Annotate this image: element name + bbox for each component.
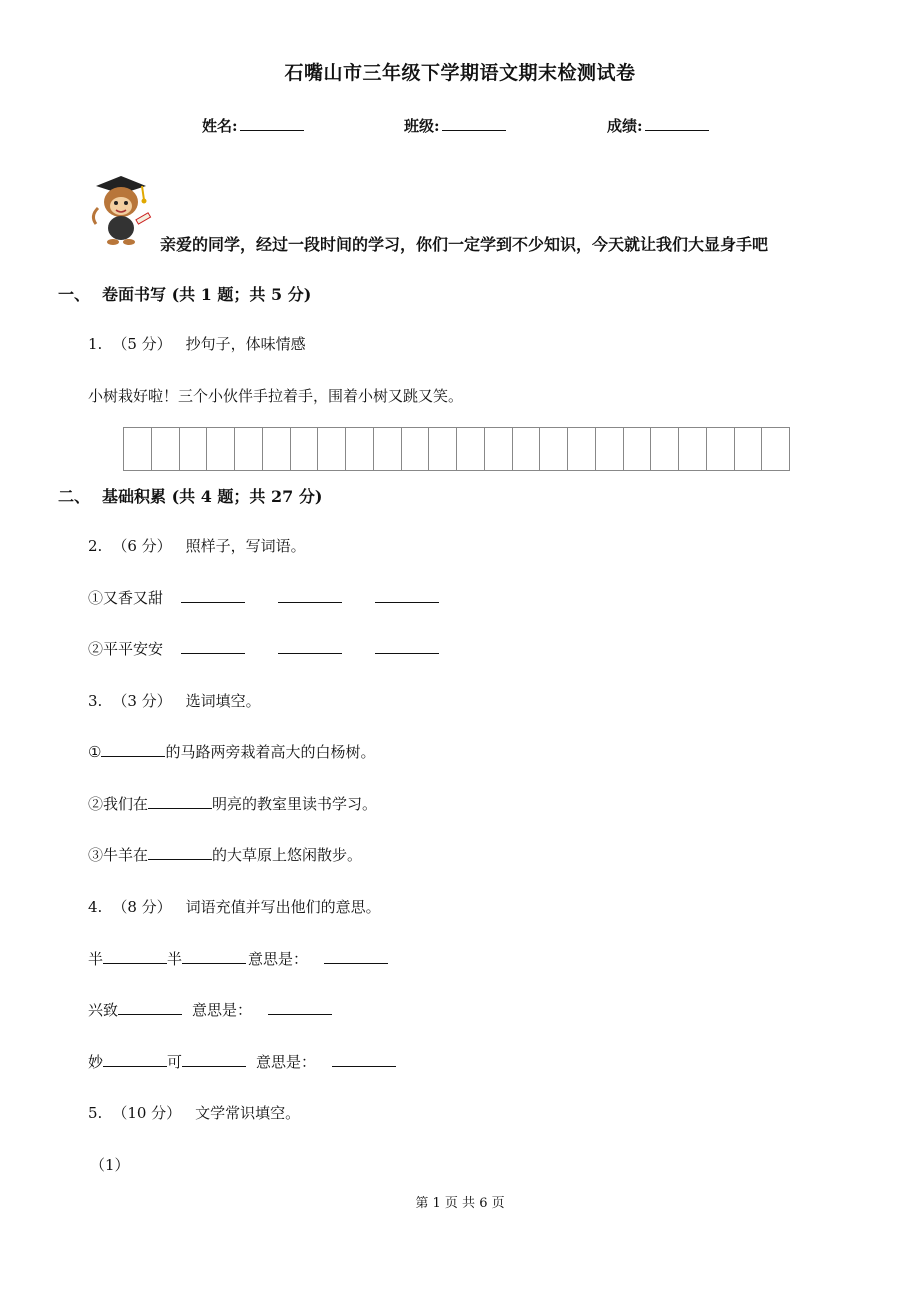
grid-cell[interactable] xyxy=(568,428,596,470)
answer-blank[interactable] xyxy=(101,742,165,757)
question-number: 3. xyxy=(88,692,103,710)
answer-blank[interactable] xyxy=(375,588,439,603)
grid-cell[interactable] xyxy=(346,428,374,470)
grid-cell[interactable] xyxy=(152,428,180,470)
question-3-item-3 xyxy=(88,844,362,865)
section-title: 卷面书写 (共 1 题；共 5 分) xyxy=(102,285,312,304)
grid-cell[interactable] xyxy=(624,428,652,470)
word-char: 半 xyxy=(167,950,183,968)
class-label: 班级: xyxy=(404,117,440,135)
section-title: 基础积累 (共 4 题；共 27 分) xyxy=(102,487,323,506)
score-field xyxy=(607,115,709,136)
meaning-label: 意思是： xyxy=(256,1053,317,1071)
word-char: 妙 xyxy=(88,1053,104,1071)
question-prompt: 选词填空。 xyxy=(185,692,261,710)
mascot-graduate-icon xyxy=(86,168,156,248)
word-char: 半 xyxy=(88,950,104,968)
question-3-item-1 xyxy=(88,741,375,762)
answer-blank[interactable] xyxy=(182,949,246,964)
writing-grid[interactable] xyxy=(123,427,790,471)
meaning-label: 意思是： xyxy=(192,1001,253,1019)
grid-cell[interactable] xyxy=(540,428,568,470)
question-5-sub-1: （1） xyxy=(90,1156,130,1174)
name-label: 姓名: xyxy=(202,117,238,135)
grid-cell[interactable] xyxy=(180,428,208,470)
score-label: 成绩: xyxy=(607,117,643,135)
question-2-header xyxy=(88,535,306,556)
answer-blank[interactable] xyxy=(103,949,167,964)
item-prefix: ②我们在 xyxy=(88,795,149,813)
item-suffix: 明亮的教室里读书学习。 xyxy=(212,795,378,813)
meaning-blank[interactable] xyxy=(324,949,388,964)
meaning-blank[interactable] xyxy=(268,1000,332,1015)
question-number: 1. xyxy=(88,335,103,353)
answer-blank[interactable] xyxy=(182,1052,246,1067)
item-suffix: 的马路两旁栽着高大的白杨树。 xyxy=(165,743,376,761)
question-score: （10 分） xyxy=(112,1104,182,1122)
question-3-item-2 xyxy=(88,793,377,814)
question-score: （8 分） xyxy=(112,898,172,916)
greeting-text: 亲爱的同学，经过一段时间的学习，你们一定学到不少知识，今天就让我们大显身手吧 xyxy=(160,235,769,254)
name-field xyxy=(202,115,304,136)
question-4-row-3 xyxy=(88,1051,396,1072)
grid-cell[interactable] xyxy=(513,428,541,470)
grid-cell[interactable] xyxy=(679,428,707,470)
section-2-heading xyxy=(58,484,322,507)
question-prompt: 抄句子，体味情感 xyxy=(185,335,306,353)
grid-cell[interactable] xyxy=(263,428,291,470)
meaning-blank[interactable] xyxy=(332,1052,396,1067)
question-1-header xyxy=(88,333,306,354)
grid-cell[interactable] xyxy=(207,428,235,470)
question-number: 2. xyxy=(88,537,103,555)
grid-cell[interactable] xyxy=(707,428,735,470)
answer-blank[interactable] xyxy=(103,1052,167,1067)
grid-cell[interactable] xyxy=(429,428,457,470)
question-score: （6 分） xyxy=(112,537,172,555)
question-3-header xyxy=(88,690,261,711)
page-footer: 第 1 页 共 6 页 xyxy=(415,1196,505,1211)
section-number: 二、 xyxy=(58,487,91,506)
item-suffix: 的大草原上悠闲散步。 xyxy=(212,846,363,864)
question-5-header xyxy=(88,1102,300,1123)
item-prefix: ① xyxy=(88,743,102,761)
question-number: 4. xyxy=(88,898,103,916)
question-4-row-1 xyxy=(88,948,388,969)
grid-cell[interactable] xyxy=(291,428,319,470)
question-score: （5 分） xyxy=(112,335,172,353)
meaning-label: 意思是： xyxy=(248,950,309,968)
question-number: 5. xyxy=(88,1104,103,1122)
question-4-row-2 xyxy=(88,999,332,1020)
answer-blank[interactable] xyxy=(375,639,439,654)
question-score: （3 分） xyxy=(112,692,172,710)
question-2-item-1 xyxy=(88,587,439,608)
grid-cell[interactable] xyxy=(457,428,485,470)
grid-cell[interactable] xyxy=(318,428,346,470)
grid-cell[interactable] xyxy=(762,428,789,470)
item-label: ①又香又甜 xyxy=(88,589,164,607)
grid-cell[interactable] xyxy=(402,428,430,470)
page-title: 石嘴山市三年级下学期语文期末检测试卷 xyxy=(284,62,636,84)
word-char: 兴致 xyxy=(88,1001,119,1019)
answer-blank[interactable] xyxy=(148,794,212,809)
item-prefix: ③牛羊在 xyxy=(88,846,149,864)
grid-cell[interactable] xyxy=(735,428,763,470)
answer-blank[interactable] xyxy=(181,639,245,654)
answer-blank[interactable] xyxy=(181,588,245,603)
name-blank[interactable] xyxy=(240,116,304,131)
answer-blank[interactable] xyxy=(278,588,342,603)
item-label: ②平平安安 xyxy=(88,640,164,658)
question-prompt: 照样子，写词语。 xyxy=(185,537,306,555)
grid-cell[interactable] xyxy=(124,428,152,470)
question-1-sentence: 小树栽好啦！三个小伙伴手拉着手，围着小树又跳又笑。 xyxy=(88,387,464,405)
class-blank[interactable] xyxy=(442,116,506,131)
question-4-header xyxy=(88,896,381,917)
section-number: 一、 xyxy=(58,285,91,304)
grid-cell[interactable] xyxy=(235,428,263,470)
score-blank[interactable] xyxy=(645,116,709,131)
answer-blank[interactable] xyxy=(118,1000,182,1015)
answer-blank[interactable] xyxy=(278,639,342,654)
class-field xyxy=(404,115,506,136)
question-prompt: 词语充值并写出他们的意思。 xyxy=(185,898,381,916)
grid-cell[interactable] xyxy=(485,428,513,470)
grid-cell[interactable] xyxy=(374,428,402,470)
grid-cell[interactable] xyxy=(651,428,679,470)
answer-blank[interactable] xyxy=(148,845,212,860)
question-2-item-2 xyxy=(88,638,439,659)
section-1-heading xyxy=(58,282,311,305)
question-prompt: 文学常识填空。 xyxy=(195,1104,301,1122)
grid-cell[interactable] xyxy=(596,428,624,470)
word-char: 可 xyxy=(167,1053,183,1071)
